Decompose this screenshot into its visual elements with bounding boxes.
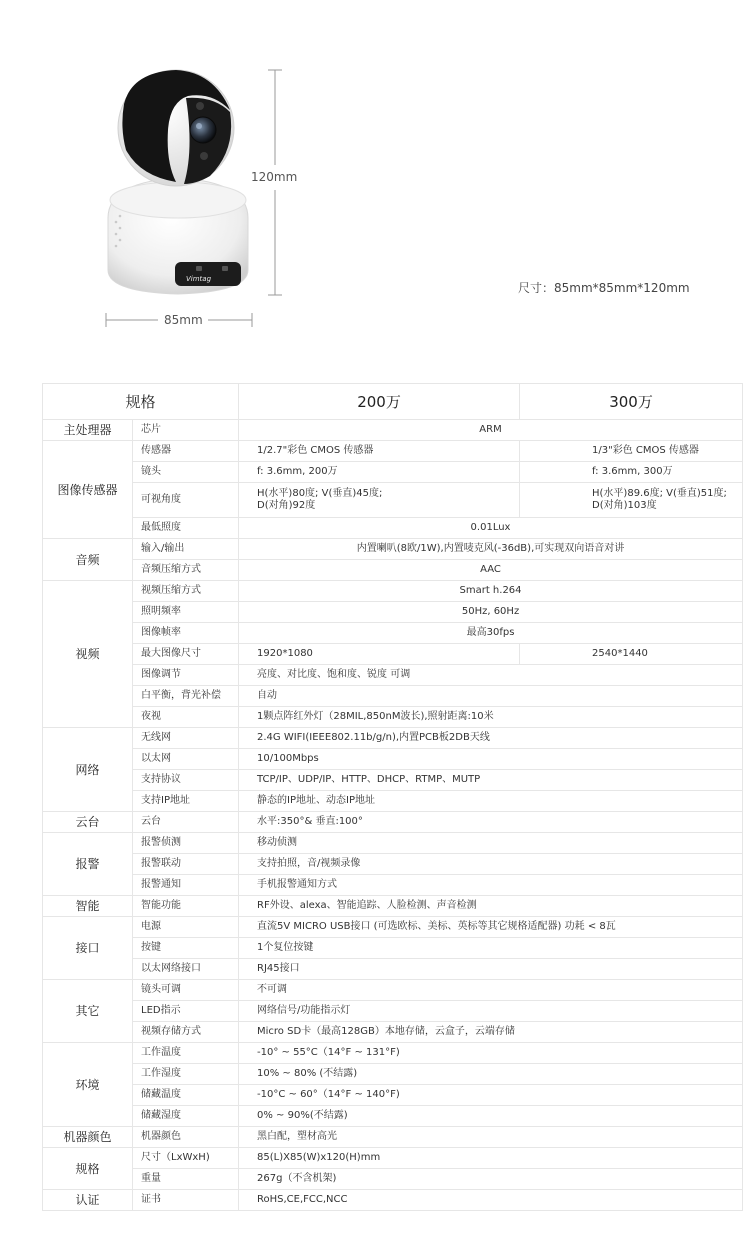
value-cell: AAC bbox=[239, 560, 743, 581]
category-cell: 音频 bbox=[43, 539, 133, 581]
value-cell: 手机报警通知方式 bbox=[239, 875, 743, 896]
value-cell: Smart h.264 bbox=[239, 581, 743, 602]
table-row bbox=[43, 623, 743, 644]
category-cell: 接口 bbox=[43, 917, 133, 980]
sub-cell: 证书 bbox=[133, 1190, 239, 1211]
header-2mp: 200万 bbox=[239, 384, 520, 420]
value-cell: 静态的IP地址、动态IP地址 bbox=[239, 791, 743, 812]
table-row bbox=[43, 686, 743, 707]
sub-cell: 夜视 bbox=[133, 707, 239, 728]
camera-lens bbox=[190, 117, 216, 143]
sub-cell: 储藏温度 bbox=[133, 1085, 239, 1106]
sub-cell: 照明频率 bbox=[133, 602, 239, 623]
sub-cell: 视频存储方式 bbox=[133, 1022, 239, 1043]
table-row bbox=[43, 1169, 743, 1190]
value-cell: RF外设、alexa、智能追踪、人脸检测、声音检测 bbox=[239, 896, 743, 917]
table-row bbox=[43, 833, 743, 854]
sub-cell: 音频压缩方式 bbox=[133, 560, 239, 581]
value-cell-2mp bbox=[239, 483, 520, 518]
sub-cell: 储藏湿度 bbox=[133, 1106, 239, 1127]
value-cell: 85(L)X85(W)x120(H)mm bbox=[239, 1148, 743, 1169]
value-cell: 水平:350°& 垂直:100° bbox=[239, 812, 743, 833]
value-cell: RJ45接口 bbox=[239, 959, 743, 980]
category-cell: 云台 bbox=[43, 812, 133, 833]
value-cell: 1颗点阵红外灯（28MIL,850nM波长),照射距离:10米 bbox=[239, 707, 743, 728]
value-cell-2mp: 1920*1080 bbox=[239, 644, 520, 665]
spec-table bbox=[42, 383, 743, 1211]
category-cell: 规格 bbox=[43, 1148, 133, 1190]
table-row bbox=[43, 791, 743, 812]
value-cell-3mp: 2540*1440 bbox=[520, 644, 743, 665]
angle-line: D(对角)103度 bbox=[592, 500, 657, 511]
value-cell: 直流5V MICRO USB接口 (可选欧标、美标、英标等其它规格适配器) 功耗 < 8瓦 bbox=[239, 917, 743, 938]
table-row bbox=[43, 441, 743, 462]
value-cell: 移动侦测 bbox=[239, 833, 743, 854]
value-cell: 0% ~ 90%(不结露) bbox=[239, 1106, 743, 1127]
sub-cell: 尺寸（LxWxH) bbox=[133, 1148, 239, 1169]
table-row bbox=[43, 917, 743, 938]
sub-cell: 工作湿度 bbox=[133, 1064, 239, 1085]
value-cell: -10° ~ 55°C（14°F ~ 131°F) bbox=[239, 1043, 743, 1064]
table-row bbox=[43, 1064, 743, 1085]
height-label: 120mm bbox=[251, 170, 298, 184]
value-cell: 267g（不含机架) bbox=[239, 1169, 743, 1190]
table-row bbox=[43, 518, 743, 539]
header-spec: 规格 bbox=[43, 384, 239, 420]
size-text: 尺寸：85mm*85mm*120mm bbox=[518, 281, 690, 295]
category-cell: 主处理器 bbox=[43, 420, 133, 441]
sub-cell: 传感器 bbox=[133, 441, 239, 462]
table-row bbox=[43, 707, 743, 728]
camera-illustration bbox=[0, 0, 750, 360]
table-row bbox=[43, 1148, 743, 1169]
table-row bbox=[43, 1190, 743, 1211]
table-row bbox=[43, 462, 743, 483]
sub-cell: 报警侦测 bbox=[133, 833, 239, 854]
table-row bbox=[43, 420, 743, 441]
width-label: 85mm bbox=[164, 313, 203, 327]
sub-cell: 报警通知 bbox=[133, 875, 239, 896]
category-cell: 认证 bbox=[43, 1190, 133, 1211]
sub-cell: 芯片 bbox=[133, 420, 239, 441]
table-row bbox=[43, 1022, 743, 1043]
table-row bbox=[43, 896, 743, 917]
table-row bbox=[43, 959, 743, 980]
table-row bbox=[43, 812, 743, 833]
category-cell: 机器颜色 bbox=[43, 1127, 133, 1148]
table-row bbox=[43, 560, 743, 581]
value-cell: 50Hz, 60Hz bbox=[239, 602, 743, 623]
value-cell: 10/100Mbps bbox=[239, 749, 743, 770]
value-cell: TCP/IP、UDP/IP、HTTP、DHCP、RTMP、MUTP bbox=[239, 770, 743, 791]
angle-line: D(对角)92度 bbox=[257, 500, 316, 511]
value-cell-3mp: f: 3.6mm, 300万 bbox=[520, 462, 743, 483]
sub-cell: 以太网络接口 bbox=[133, 959, 239, 980]
table-row bbox=[43, 1085, 743, 1106]
table-row bbox=[43, 644, 743, 665]
sub-cell: 输入/输出 bbox=[133, 539, 239, 560]
table-row bbox=[43, 749, 743, 770]
value-cell: 1个复位按键 bbox=[239, 938, 743, 959]
sub-cell: 白平衡，背光补偿 bbox=[133, 686, 239, 707]
table-row bbox=[43, 875, 743, 896]
table-row bbox=[43, 602, 743, 623]
sub-cell: 报警联动 bbox=[133, 854, 239, 875]
sub-cell: 最低照度 bbox=[133, 518, 239, 539]
table-row bbox=[43, 770, 743, 791]
table-row bbox=[43, 1127, 743, 1148]
value-cell: 10% ~ 80% (不结露) bbox=[239, 1064, 743, 1085]
sub-cell: 图像调节 bbox=[133, 665, 239, 686]
header-3mp: 300万 bbox=[520, 384, 743, 420]
table-row bbox=[43, 581, 743, 602]
value-cell: 0.01Lux bbox=[239, 518, 743, 539]
table-row bbox=[43, 1001, 743, 1022]
value-cell: 亮度、对比度、饱和度、锐度 可调 bbox=[239, 665, 743, 686]
sub-cell: 最大图像尺寸 bbox=[133, 644, 239, 665]
value-cell: 内置喇叭(8欧/1W),内置唛克风(-36dB),可实现双向语音对讲 bbox=[239, 539, 743, 560]
category-cell: 报警 bbox=[43, 833, 133, 896]
sub-cell: 无线网 bbox=[133, 728, 239, 749]
sub-cell: 按键 bbox=[133, 938, 239, 959]
sub-cell: 以太网 bbox=[133, 749, 239, 770]
sub-cell: 镜头可调 bbox=[133, 980, 239, 1001]
category-cell: 网络 bbox=[43, 728, 133, 812]
value-cell: Micro SD卡（最高128GB）本地存储，云盒子，云端存储 bbox=[239, 1022, 743, 1043]
table-row bbox=[43, 539, 743, 560]
category-cell: 环境 bbox=[43, 1043, 133, 1127]
brand-logo: Vimtag bbox=[186, 275, 212, 283]
sub-cell: 视频压缩方式 bbox=[133, 581, 239, 602]
value-cell: 自动 bbox=[239, 686, 743, 707]
sub-cell: 机器颜色 bbox=[133, 1127, 239, 1148]
value-cell: 黑白配，塑材高光 bbox=[239, 1127, 743, 1148]
sub-cell: 重量 bbox=[133, 1169, 239, 1190]
table-header-row bbox=[43, 384, 743, 420]
value-cell-3mp bbox=[520, 483, 743, 518]
value-cell: 网络信号/功能指示灯 bbox=[239, 1001, 743, 1022]
value-cell-2mp: f: 3.6mm, 200万 bbox=[239, 462, 520, 483]
table-row bbox=[43, 1106, 743, 1127]
category-cell: 视频 bbox=[43, 581, 133, 728]
value-cell: -10°C ~ 60°（14°F ~ 140°F) bbox=[239, 1085, 743, 1106]
sub-cell: 云台 bbox=[133, 812, 239, 833]
category-cell: 图像传感器 bbox=[43, 441, 133, 539]
sub-cell: 可视角度 bbox=[133, 483, 239, 518]
product-hero bbox=[0, 0, 750, 360]
angle-line: H(水平)89.6度; V(垂直)51度; bbox=[592, 488, 727, 499]
table-row bbox=[43, 665, 743, 686]
value-cell-2mp: 1/2.7"彩色 CMOS 传感器 bbox=[239, 441, 520, 462]
sub-cell: 智能功能 bbox=[133, 896, 239, 917]
value-cell: RoHS,CE,FCC,NCC bbox=[239, 1190, 743, 1211]
category-cell: 智能 bbox=[43, 896, 133, 917]
table-row bbox=[43, 1043, 743, 1064]
sub-cell: 支持协议 bbox=[133, 770, 239, 791]
sub-cell: 镜头 bbox=[133, 462, 239, 483]
sub-cell: 支持IP地址 bbox=[133, 791, 239, 812]
value-cell-3mp: 1/3"彩色 CMOS 传感器 bbox=[520, 441, 743, 462]
sub-cell: LED指示 bbox=[133, 1001, 239, 1022]
value-cell: 2.4G WIFI(IEEE802.11b/g/n),内置PCB板2DB天线 bbox=[239, 728, 743, 749]
table-row bbox=[43, 728, 743, 749]
sub-cell: 图像帧率 bbox=[133, 623, 239, 644]
value-cell: 最高30fps bbox=[239, 623, 743, 644]
category-cell: 其它 bbox=[43, 980, 133, 1043]
table-row bbox=[43, 980, 743, 1001]
table-row bbox=[43, 854, 743, 875]
value-cell: 支持拍照，音/视频录像 bbox=[239, 854, 743, 875]
sub-cell: 电源 bbox=[133, 917, 239, 938]
table-row bbox=[43, 938, 743, 959]
table-row bbox=[43, 483, 743, 518]
angle-line: H(水平)80度; V(垂直)45度; bbox=[257, 488, 383, 499]
value-cell: 不可调 bbox=[239, 980, 743, 1001]
sub-cell: 工作温度 bbox=[133, 1043, 239, 1064]
value-cell: ARM bbox=[239, 420, 743, 441]
